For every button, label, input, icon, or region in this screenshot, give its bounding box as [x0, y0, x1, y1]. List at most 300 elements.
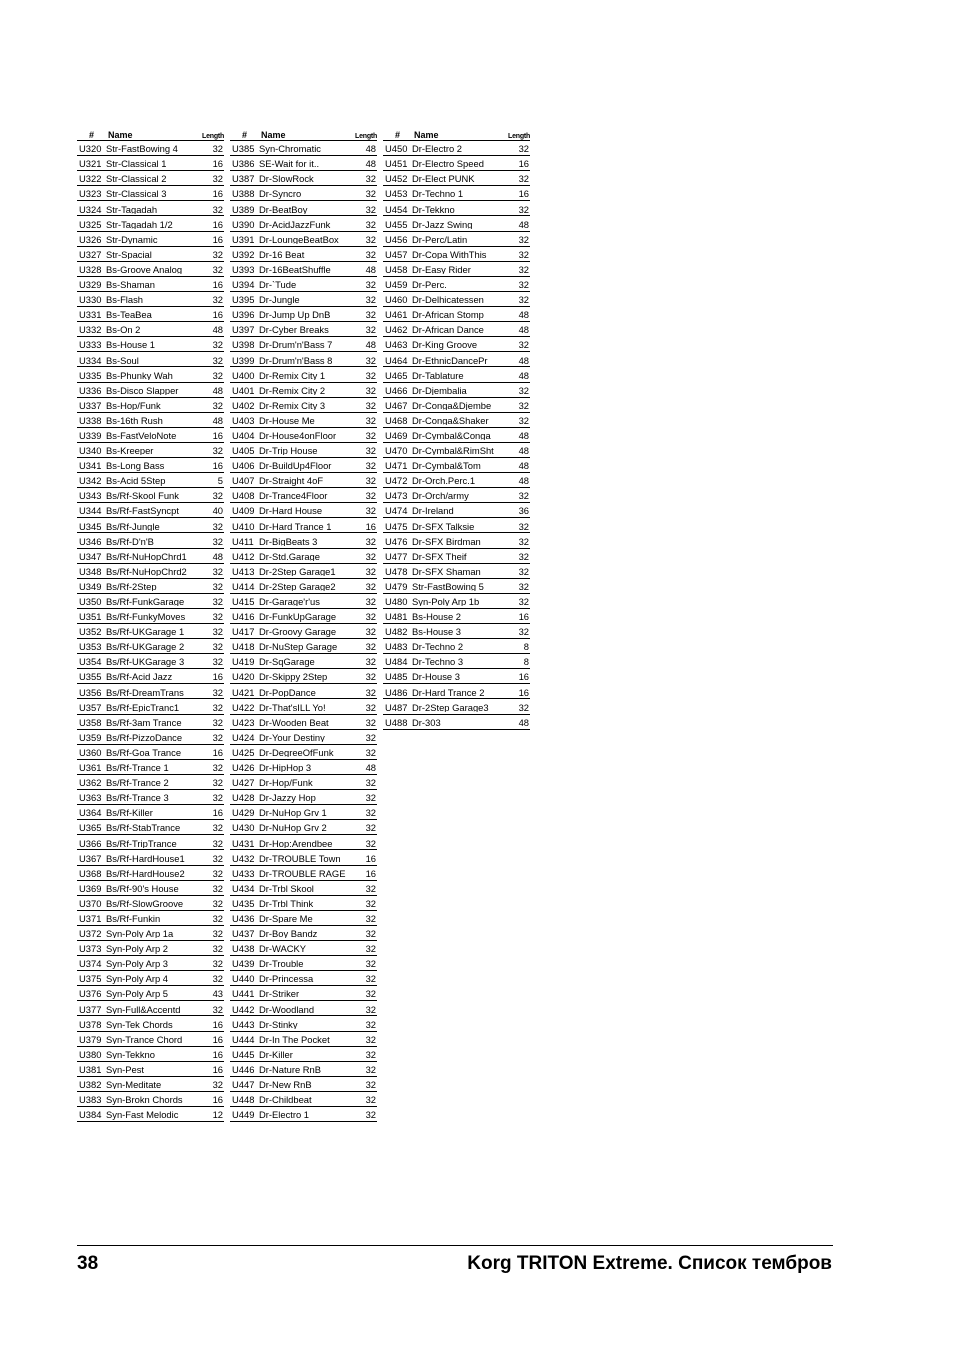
- cell-number: U422: [232, 701, 255, 713]
- cell-length: 32: [518, 173, 529, 185]
- cell-name: Dr-Techno 2: [412, 642, 464, 652]
- cell-length: 32: [365, 746, 376, 758]
- cell-number: U370: [79, 897, 102, 909]
- cell-length: 32: [365, 1109, 376, 1121]
- cell-number: U453: [385, 188, 408, 200]
- cell-name: Dr-BuildUp4Floor: [259, 461, 332, 471]
- cell-name: Dr-African Stomp: [412, 310, 484, 320]
- cell-name: Syn-Chromatic: [259, 144, 321, 154]
- cell-number: U369: [79, 882, 102, 894]
- cell-length: 48: [365, 143, 376, 155]
- cell-name: Bs-Shaman: [106, 280, 155, 290]
- cell-number: U353: [79, 641, 102, 653]
- cell-number: U470: [385, 445, 408, 457]
- cell-number: U372: [79, 928, 102, 940]
- cell-name: Bs/Rf-Trance 3: [106, 793, 169, 803]
- cell-length: 32: [365, 429, 376, 441]
- cell-name: Dr-SlowRock: [259, 174, 314, 184]
- cell-name: Dr-16 Beat: [259, 249, 305, 260]
- table-row: [230, 1032, 377, 1047]
- cell-length: 16: [212, 1018, 223, 1030]
- cell-length: 32: [365, 973, 376, 985]
- cell-number: U404: [232, 429, 255, 441]
- cell-number: U483: [385, 641, 408, 653]
- table-row: [77, 503, 224, 518]
- cell-name: Dr-HipHop 3: [259, 763, 312, 773]
- cell-length: 16: [365, 520, 376, 532]
- cell-length: 32: [212, 580, 223, 592]
- cell-number: U347: [79, 550, 102, 562]
- cell-number: U429: [232, 807, 255, 819]
- table-row: [77, 835, 224, 850]
- table-row: [230, 715, 377, 730]
- cell-number: U345: [79, 520, 102, 532]
- table-row: [230, 307, 377, 322]
- cell-length: 32: [365, 369, 376, 381]
- cell-length: 32: [518, 701, 529, 713]
- cell-name: Bs/Rf-Killer: [106, 808, 153, 818]
- table-row: [383, 201, 530, 216]
- cell-length: 32: [365, 580, 376, 592]
- cell-name: Dr-Garage'r'us: [259, 597, 320, 607]
- cell-number: U358: [79, 716, 102, 728]
- cell-number: U440: [232, 973, 255, 985]
- cell-name: Dr-TROUBLE RAGE: [259, 868, 346, 879]
- cell-number: U342: [79, 475, 102, 487]
- table-row: [77, 141, 224, 156]
- cell-number: U486: [385, 686, 408, 698]
- table-row: [383, 669, 530, 684]
- cell-length: 32: [212, 792, 223, 804]
- cell-name: Syn-Poly Arp 5: [106, 989, 169, 999]
- cell-length: 16: [212, 429, 223, 441]
- cell-name: Bs-Kreeper: [106, 446, 154, 456]
- cell-number: U464: [385, 354, 408, 366]
- table-row: [230, 292, 377, 307]
- cell-name: Syn-Pest: [106, 1064, 145, 1075]
- cell-length: 32: [212, 596, 223, 607]
- cell-length: 48: [518, 354, 529, 366]
- cell-name: Dr-Orch.Perc.1: [412, 476, 476, 486]
- cell-length: 32: [212, 822, 223, 834]
- table-row: [230, 1077, 377, 1092]
- cell-number: U395: [232, 294, 255, 306]
- cell-name: Dr-Trbl Skool: [259, 883, 314, 894]
- cell-number: U421: [232, 686, 255, 698]
- cell-number: U448: [232, 1094, 255, 1106]
- cell-length: 32: [365, 1033, 376, 1045]
- cell-name: Dr-EthnicDancePr: [412, 355, 488, 365]
- page-number: 38: [77, 1253, 99, 1274]
- cell-length: 32: [518, 384, 529, 396]
- cell-length: 32: [365, 490, 376, 502]
- table-row: [77, 745, 224, 760]
- cell-number: U485: [385, 671, 408, 683]
- cell-name: Bs/Rf-3am Trance: [106, 717, 182, 728]
- cell-number: U450: [385, 143, 408, 155]
- table-row: [383, 367, 530, 382]
- cell-name: Dr-Your Destiny: [259, 732, 325, 743]
- cell-length: 5: [217, 475, 223, 487]
- table-row: [77, 911, 224, 926]
- table-row: [77, 896, 224, 911]
- table-row: [77, 866, 224, 881]
- cell-name: Bs/Rf-StabTrance: [106, 823, 181, 833]
- cell-name: Str-Tagadah 1/2: [106, 219, 173, 230]
- header-length: Length: [508, 133, 531, 140]
- cell-name: Dr-Hop/Funk: [259, 778, 313, 788]
- cell-name: Str-Classical 2: [106, 174, 167, 184]
- cell-length: 32: [212, 958, 223, 970]
- cell-number: U360: [79, 746, 102, 758]
- table-row: [230, 171, 377, 186]
- cell-number: U475: [385, 520, 408, 532]
- table-row: [77, 639, 224, 654]
- cell-length: 16: [518, 611, 529, 623]
- table-row: [230, 533, 377, 548]
- table-row: [230, 730, 377, 745]
- cell-name: Dr-Hard House: [259, 506, 323, 516]
- table-row: [230, 201, 377, 216]
- cell-name: Dr-Std.Garage: [259, 551, 320, 562]
- table-row: [77, 715, 224, 730]
- cell-name: Str-Spacial: [106, 249, 152, 260]
- cell-length: 32: [518, 520, 529, 532]
- cell-number: U423: [232, 716, 255, 728]
- cell-number: U465: [385, 369, 408, 381]
- cell-name: Dr-Hard Trance 1: [259, 521, 332, 531]
- table-row: [230, 413, 377, 428]
- table-row: [383, 247, 530, 262]
- table-row: [230, 564, 377, 579]
- cell-length: 32: [518, 399, 529, 411]
- cell-length: 8: [523, 656, 529, 668]
- cell-number: U338: [79, 414, 102, 426]
- table-row: [77, 352, 224, 367]
- table-row: [230, 594, 377, 609]
- cell-name: Syn-Trance Chord: [106, 1034, 183, 1045]
- cell-length: 32: [518, 565, 529, 577]
- cell-number: U350: [79, 596, 102, 607]
- cell-number: U411: [232, 535, 254, 547]
- cell-number: U389: [232, 203, 255, 215]
- table-row: [383, 488, 530, 503]
- cell-length: 32: [212, 203, 223, 215]
- table-row: [230, 398, 377, 413]
- cell-name: Dr-2Step Garage2: [259, 581, 336, 592]
- table-header: [230, 126, 377, 141]
- cell-name: Dr-Princessa: [259, 974, 314, 984]
- cell-number: U375: [79, 973, 102, 985]
- cell-length: 48: [365, 762, 376, 774]
- cell-length: 32: [365, 928, 376, 940]
- cell-length: 16: [212, 1063, 223, 1075]
- cell-number: U413: [232, 565, 255, 577]
- cell-number: U330: [79, 294, 102, 306]
- cell-name: Dr-Nature RnB: [259, 1064, 321, 1075]
- cell-length: 32: [365, 324, 376, 336]
- cell-length: 48: [518, 369, 529, 381]
- cell-number: U321: [79, 158, 102, 170]
- cell-length: 32: [365, 611, 376, 623]
- cell-number: U396: [232, 309, 255, 321]
- cell-name: Dr-WACKY: [259, 944, 307, 954]
- cell-length: 48: [365, 263, 376, 275]
- table-header: [383, 126, 530, 141]
- cell-number: U408: [232, 490, 255, 502]
- cell-length: 32: [212, 354, 223, 366]
- cell-length: 43: [212, 988, 223, 1000]
- cell-number: U407: [232, 475, 255, 487]
- table-column-2: [230, 126, 377, 1122]
- cell-number: U449: [232, 1109, 255, 1121]
- cell-length: 32: [365, 1063, 376, 1075]
- cell-number: U351: [79, 611, 102, 623]
- table-row: [77, 216, 224, 231]
- cell-number: U322: [79, 173, 102, 185]
- cell-number: U481: [385, 611, 408, 623]
- cell-length: 32: [365, 233, 376, 245]
- cell-name: Dr-SFX Talksie: [412, 521, 475, 531]
- table-row: [383, 232, 530, 247]
- cell-length: 32: [365, 807, 376, 819]
- cell-name: Bs-House 3: [412, 627, 461, 637]
- table-row: [77, 337, 224, 352]
- cell-number: U365: [79, 822, 102, 834]
- cell-length: 48: [365, 158, 376, 170]
- table-row: [230, 669, 377, 684]
- cell-number: U397: [232, 324, 255, 336]
- cell-length: 32: [212, 882, 223, 894]
- cell-name: Dr-New RnB: [259, 1080, 312, 1090]
- cell-length: 16: [518, 671, 529, 683]
- cell-name: Dr-Childbeat: [259, 1095, 312, 1105]
- header-num: #: [394, 130, 400, 140]
- table-row: [230, 745, 377, 760]
- cell-name: Bs/Rf-UKGarage 1: [106, 627, 185, 637]
- cell-length: 16: [212, 746, 223, 758]
- cell-number: U341: [79, 460, 102, 472]
- cell-number: U377: [79, 1003, 102, 1015]
- cell-number: U392: [232, 248, 255, 260]
- table-row: [383, 533, 530, 548]
- cell-number: U480: [385, 596, 408, 607]
- cell-length: 48: [518, 218, 529, 230]
- table-row: [383, 413, 530, 428]
- cell-name: Dr-Cyber Breaks: [259, 325, 329, 335]
- cell-length: 32: [212, 943, 223, 955]
- table-row: [77, 156, 224, 171]
- cell-number: U364: [79, 807, 102, 819]
- cell-number: U354: [79, 656, 102, 668]
- table-row: [77, 277, 224, 292]
- cell-name: Dr-16BeatShuffle: [259, 264, 331, 275]
- cell-number: U371: [79, 912, 102, 924]
- cell-length: 32: [518, 233, 529, 245]
- cell-name: Dr-Remix City 3: [259, 400, 326, 411]
- cell-length: 32: [212, 143, 223, 155]
- cell-length: 32: [212, 762, 223, 774]
- cell-length: 16: [212, 188, 223, 200]
- cell-name: Syn-Tekkno: [106, 1049, 155, 1060]
- header-length: Length: [355, 133, 378, 140]
- table-row: [230, 654, 377, 669]
- cell-length: 16: [212, 279, 223, 291]
- cell-number: U438: [232, 943, 255, 955]
- cell-name: Dr-Easy Rider: [412, 264, 471, 275]
- table-row: [77, 1047, 224, 1062]
- cell-number: U376: [79, 988, 102, 1000]
- cell-length: 32: [365, 354, 376, 366]
- cell-length: 32: [518, 279, 529, 291]
- table-row: [383, 443, 530, 458]
- cell-name: Dr-Cymbal&Conga: [412, 430, 491, 441]
- cell-number: U384: [79, 1109, 102, 1121]
- cell-length: 32: [365, 1018, 376, 1030]
- cell-name: Syn-Poly Arp 1a: [106, 929, 174, 939]
- cell-name: Dr-BeatBoy: [259, 204, 308, 214]
- table-row: [230, 1047, 377, 1062]
- cell-length: 32: [518, 490, 529, 502]
- cell-length: 48: [212, 414, 223, 426]
- cell-length: 48: [518, 429, 529, 441]
- cell-length: 32: [212, 520, 223, 532]
- cell-name: Dr-Groovy Garage: [259, 627, 337, 637]
- table-row: [383, 156, 530, 171]
- cell-name: Bs-Long Bass: [106, 461, 165, 471]
- table-row: [230, 896, 377, 911]
- cell-number: U344: [79, 505, 102, 517]
- cell-length: 16: [212, 671, 223, 683]
- cell-length: 32: [365, 882, 376, 894]
- cell-number: U402: [232, 399, 255, 411]
- table-row: [230, 850, 377, 865]
- table-row: [230, 186, 377, 201]
- cell-number: U323: [79, 188, 102, 200]
- cell-length: 16: [212, 807, 223, 819]
- cell-length: 32: [518, 596, 529, 607]
- table-row: [77, 730, 224, 745]
- table-row: [77, 579, 224, 594]
- table-row: [77, 443, 224, 458]
- cell-name: Dr-Cymbal&Tom: [412, 461, 481, 471]
- cell-length: 32: [212, 973, 223, 985]
- cell-name: Dr-Jazzy Hop: [259, 793, 316, 803]
- cell-name: Dr-Electro 1: [259, 1110, 310, 1120]
- cell-number: U488: [385, 716, 408, 728]
- cell-name: Dr-NuStep Garage: [259, 642, 338, 652]
- cell-length: 32: [212, 173, 223, 185]
- table-row: [383, 715, 530, 730]
- cell-number: U409: [232, 505, 255, 517]
- cell-name: Str-Dynamic: [106, 234, 158, 245]
- cell-name: Dr-Syncro: [259, 189, 302, 199]
- cell-name: Syn-Poly Arp 4: [106, 974, 169, 984]
- cell-name: Dr-Jump Up DnB: [259, 310, 331, 320]
- cell-number: U467: [385, 399, 408, 411]
- table-row: [77, 881, 224, 896]
- cell-name: Dr-Electro 2: [412, 144, 463, 154]
- cell-number: U399: [232, 354, 255, 366]
- table-row: [230, 549, 377, 564]
- cell-name: Bs/Rf-Trance 1: [106, 763, 169, 773]
- cell-length: 32: [365, 822, 376, 834]
- cell-number: U327: [79, 248, 102, 260]
- cell-name: Dr-BigBeats 3: [259, 536, 318, 547]
- cell-length: 32: [365, 686, 376, 698]
- cell-length: 32: [212, 611, 223, 623]
- cell-length: 16: [212, 158, 223, 170]
- cell-number: U451: [385, 158, 408, 170]
- cell-number: U447: [232, 1079, 255, 1090]
- cell-name: Dr-Drum'n'Bass 8: [259, 355, 333, 365]
- cell-length: 32: [212, 535, 223, 547]
- cell-name: Dr-SFX Shaman: [412, 566, 481, 577]
- table-row: [383, 473, 530, 488]
- table-row: [230, 337, 377, 352]
- table-row: [77, 820, 224, 835]
- cell-name: SE-Wait for it..: [259, 159, 320, 169]
- cell-length: 32: [518, 339, 529, 351]
- cell-name: Bs/Rf-SlowGroove: [106, 898, 184, 909]
- cell-number: U385: [232, 143, 255, 155]
- cell-number: U420: [232, 671, 255, 683]
- cell-name: Dr-Striker: [259, 989, 300, 999]
- cell-number: U477: [385, 550, 408, 562]
- table-row: [77, 1092, 224, 1107]
- header-name: Name: [414, 130, 439, 140]
- table-row: [383, 186, 530, 201]
- cell-number: U359: [79, 731, 102, 743]
- cell-length: 32: [518, 550, 529, 562]
- cell-number: U459: [385, 279, 408, 291]
- table-row: [230, 352, 377, 367]
- table-row: [77, 171, 224, 186]
- cell-length: 16: [212, 1048, 223, 1060]
- table-row: [77, 684, 224, 699]
- cell-length: 32: [365, 777, 376, 789]
- table-row: [230, 428, 377, 443]
- cell-length: 16: [212, 218, 223, 230]
- table-row: [77, 1077, 224, 1092]
- table-row: [77, 292, 224, 307]
- cell-name: Dr-Cymbal&RimSht: [412, 446, 494, 456]
- cell-number: U388: [232, 188, 255, 200]
- cell-name: Dr-Perc/Latin: [412, 234, 468, 245]
- table-row: [383, 699, 530, 714]
- cell-name: Bs/Rf-FunkGarage: [106, 597, 185, 607]
- cell-length: 32: [365, 626, 376, 638]
- cell-name: Dr-Trance4Floor: [259, 491, 328, 501]
- cell-number: U417: [232, 626, 255, 638]
- table-row: [77, 986, 224, 1001]
- cell-number: U473: [385, 490, 408, 502]
- table-row: [230, 443, 377, 458]
- cell-name: Bs/Rf-EpicTranc1: [106, 702, 180, 713]
- cell-name: Bs-FastVeloNote: [106, 430, 177, 441]
- table-row: [77, 971, 224, 986]
- cell-number: U340: [79, 445, 102, 457]
- cell-number: U362: [79, 777, 102, 789]
- cell-length: 32: [365, 248, 376, 260]
- cell-length: 16: [212, 460, 223, 472]
- cell-name: Str-Classical 3: [106, 189, 167, 199]
- cell-name: Bs/Rf-Trance 2: [106, 778, 169, 788]
- table-row: [230, 322, 377, 337]
- cell-length: 32: [212, 294, 223, 306]
- cell-length: 48: [518, 324, 529, 336]
- table-row: [230, 1062, 377, 1077]
